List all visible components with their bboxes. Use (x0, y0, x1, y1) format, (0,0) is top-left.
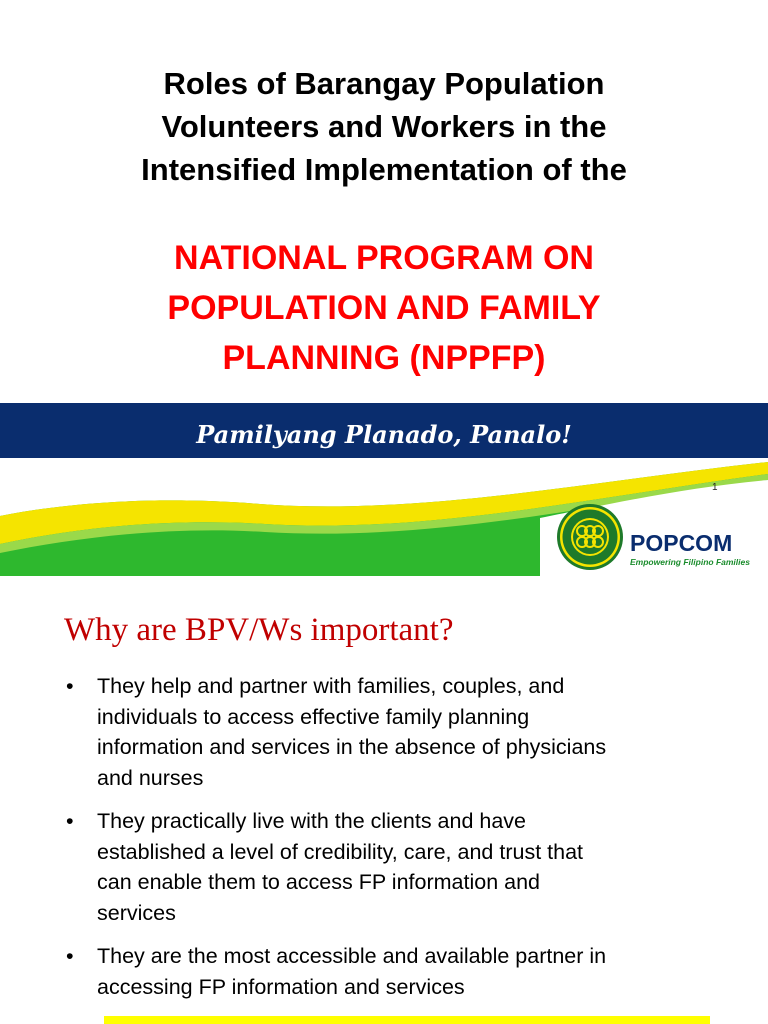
popcom-tagline: Empowering Filipino Families (630, 557, 750, 567)
program-title-line: PLANNING (NPPFP) (222, 339, 546, 377)
slide-heading: Why are BPV/Ws important? (64, 612, 454, 648)
bullet-line: They are the most accessible and available partner in (97, 944, 607, 968)
bullet-list (64, 671, 734, 1015)
bullet-line: accessing FP information and services (97, 974, 465, 999)
bullet-line: services (97, 900, 176, 925)
bullet-line: can enable them to access FP information and (97, 870, 540, 894)
bullet-item (64, 671, 734, 793)
bullet-line: individuals to access effective family planning (97, 704, 530, 729)
bullet-line: and nurses (97, 765, 204, 790)
accent-bar (104, 1016, 710, 1024)
bullet-icon: • (66, 944, 74, 968)
bullet-line: information and services in the absence of physicians (97, 735, 607, 759)
content-slide (0, 576, 768, 1024)
title-line: Intensified Implementation of the (141, 152, 627, 187)
slide-number: 1 (712, 482, 718, 493)
slogan-banner (0, 403, 768, 465)
title-line: Roles of Barangay Population (163, 66, 605, 101)
program-title-line: NATIONAL PROGRAM ON (174, 239, 594, 277)
program-title (0, 233, 768, 383)
slogan-text: Pamilyang Planado, Panalo! (196, 419, 572, 449)
bullet-icon: • (66, 809, 74, 833)
bullet-item (64, 806, 734, 928)
bullet-line: They help and partner with families, couples, and (97, 674, 565, 698)
bullet-line: They practically live with the clients and have (97, 809, 527, 833)
bullet-item (64, 941, 734, 1002)
bullet-line: established a level of credibility, care, and trust that (97, 839, 583, 864)
popcom-seal-icon (556, 503, 624, 571)
bullet-icon: • (66, 674, 74, 698)
title-line: Volunteers and Workers in the (161, 109, 607, 144)
presentation-title (0, 62, 768, 191)
program-title-line: POPULATION AND FAMILY (167, 289, 601, 327)
popcom-logo-text: POPCOM (630, 530, 733, 556)
